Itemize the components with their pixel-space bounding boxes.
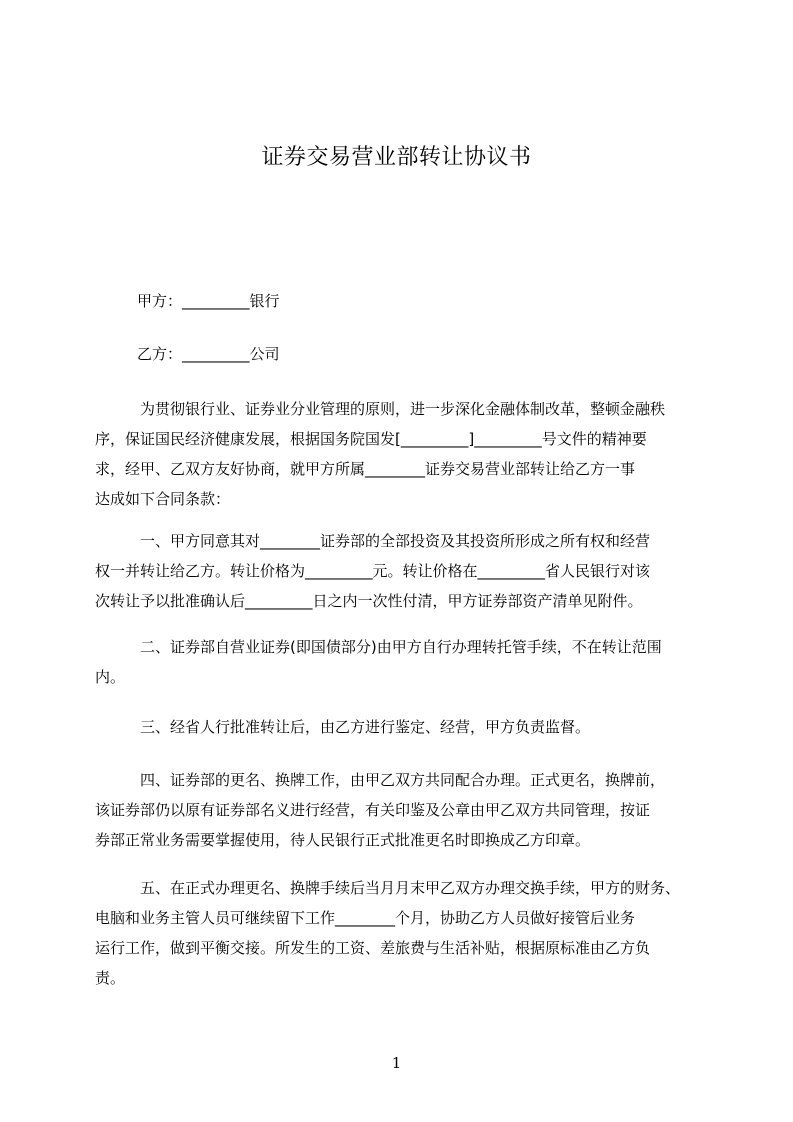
clause-1-paragraph	[95, 526, 705, 616]
preamble-line: 求，经甲、乙双方友好协商，就甲方所属________证券交易营业部转让给乙方一事	[95, 460, 636, 478]
clause-1-line: 次转让予以批准确认后_________日之内一次性付清，甲方证券部资产清单见附件。	[95, 592, 643, 610]
party-a-line: 甲方：_________银行	[137, 292, 280, 310]
clause-4-line: 四、证券部的更名、换牌工作，由甲乙双方共同配合办理。正式更名，换牌前，	[140, 771, 666, 789]
clause-2-paragraph	[95, 632, 705, 692]
document-title: 证券交易营业部转让协议书	[261, 145, 532, 170]
clause-4-line: 券部正常业务需要掌握使用，待人民银行正式批准更名时即换成乙方印章。	[95, 831, 591, 849]
clause-5-line: 五、在正式办理更名、换牌手续后当月月末甲乙双方办理交换手续，甲方的财务、	[140, 879, 681, 897]
clause-5-line: 责。	[95, 969, 126, 987]
clause-1-line: 一、甲方同意其对________证券部的全部投资及其投资所形成之所有权和经营	[140, 532, 651, 550]
clause-3-line: 三、经省人行批准转让后，由乙方进行鉴定、经营，甲方负责监督。	[140, 718, 591, 736]
preamble-line: 序，保证国民经济健康发展，根据国务院国发[_________]_________号文件的精神要	[95, 430, 647, 448]
clause-4-line: 该证券部仍以原有证券部名义进行经营，有关印鉴及公章由甲乙双方共同管理，按证	[95, 801, 651, 819]
page-number: 1	[391, 1054, 402, 1072]
clause-2-line: 二、证券部自营业证券(即国债部分)由甲方自行办理转托管手续，不在转让范围	[140, 638, 662, 656]
clause-5-paragraph	[95, 873, 705, 993]
clause-2-line: 内。	[95, 668, 126, 686]
clause-1-line: 权一并转让给乙方。转让价格为_________元。转让价格在_________省人民银行对该	[95, 562, 651, 580]
preamble-paragraph	[95, 394, 705, 514]
clause-3-paragraph	[95, 712, 705, 742]
clause-5-line: 运行工作，做到平衡交接。所发生的工资、差旅费与生活补贴，根据原标准由乙方负	[95, 939, 651, 957]
clause-5-line: 电脑和业务主管人员可继续留下工作________个月，协助乙方人员做好接管后业务	[95, 909, 636, 927]
clause-4-paragraph	[95, 765, 705, 855]
preamble-line: 为贯彻银行业、证券业分业管理的原则，进一步深化金融体制改革，整顿金融秩	[140, 400, 666, 418]
party-b-line: 乙方：_________公司	[137, 345, 280, 363]
preamble-line: 达成如下合同条款：	[95, 490, 231, 508]
